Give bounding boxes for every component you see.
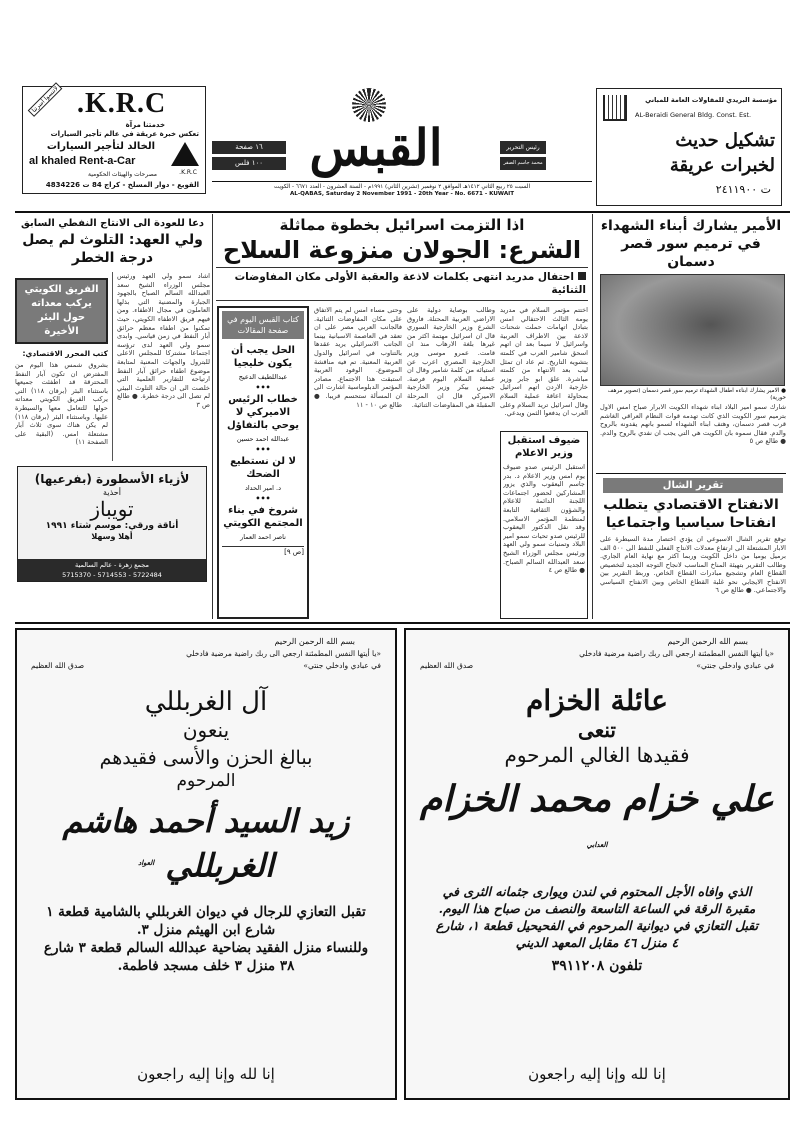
price: ١٠٠ فلس bbox=[212, 157, 286, 170]
krc-line3: مصرحات والهيئات الحكومية bbox=[87, 171, 157, 178]
obituary-closing: إنا لله وإنا إليه راجعون bbox=[528, 1065, 666, 1083]
opinion-author: ناصر احمد العمار bbox=[240, 533, 286, 541]
lost-line: ببالغ الحزن والأسى فقيدهم bbox=[99, 747, 313, 769]
sidebar-text: استقبل الرئيس صدو ضيوف يوم امس وزير الاعلام د. بدر جاسم اليعقوب والذي يزور المشاركين لحضور اجتماعات اللجنة الدائمة للاعلام والشؤون الثقافية التابعة لمنظمة المؤتمر الاسلامي. وقد نقل الدكتور اليعقوب للرئيس صدو تحيات سمو امير البلاد وتمنيات سمو ولي العهد ورئيس مجلس الوزراء الشيخ سعد العبدالله السالم الصباح. ● طالع ص ٤ bbox=[503, 463, 585, 575]
main-subhead-text: احتفال مدريد انتهى بكلمات لاذعة والعقبة الأولى مكان المفاوضات الثنائية bbox=[234, 271, 586, 296]
column-divider bbox=[212, 214, 213, 619]
ostoura-address: مجمع زهرة - عالم السالمية bbox=[75, 561, 149, 569]
news-photo bbox=[600, 274, 785, 386]
ostoura-phones: 5715370 - 5714553 - 5722484 bbox=[62, 571, 162, 579]
krc-logo-label: K.R.C. bbox=[179, 169, 197, 176]
quran-verse-1: «يا أيتها النفس المطمئنة ارجعي الى ربك راضية مرضية فادخلي bbox=[186, 649, 381, 658]
newspaper-logo: القبس bbox=[309, 118, 443, 177]
deceased-name-text: زيد السيد أحمد هاشم الغربللي bbox=[62, 802, 350, 885]
opinion-item bbox=[222, 393, 304, 444]
krc-logo-icon bbox=[171, 142, 199, 166]
opinion-box bbox=[217, 306, 309, 619]
center-col-right bbox=[500, 306, 588, 619]
opinion-title[interactable]: شروخ في بناء المجتمع الكويتي bbox=[223, 505, 303, 529]
main-headline: الشرع: الجولان منزوعة السلاح bbox=[222, 236, 582, 264]
ostoura-brand: تويباز bbox=[90, 497, 134, 521]
krc-title: K.R.C. bbox=[77, 88, 167, 119]
announce: تنعى bbox=[578, 718, 616, 742]
name-note: العدابي bbox=[586, 840, 608, 849]
opinion-page-ref: [ص ٩] bbox=[222, 546, 304, 557]
beraidi-slogan2: لخبرات عريقة bbox=[669, 155, 775, 176]
quran-verse-1: «يا أيتها النفس المطمئنة ارجعي الى ربك راضية مرضية فادخلي bbox=[579, 649, 774, 658]
verse-source: صدق الله العظيم bbox=[31, 661, 85, 670]
krc-ad bbox=[22, 86, 206, 194]
verse-text: في عبادي وادخلي جنتي» bbox=[303, 661, 381, 670]
lost-line-2: المرحوم bbox=[176, 771, 236, 791]
sidebar-box bbox=[500, 431, 588, 619]
right-article-text-2: توقع تقرير الشال الاسبوعي ان يؤدي اختصار مدة السيطرة على الابار المشتعلة الى ارتفاع معدلات الانتاج الفعلي للنفط الى ٥٠٠ الف برميل يوميا من داخل الكويت وربما اكثر مع نهاية العام الجاري. وطالب التقرير بتهيئة المناخ المناسب لانجاح التوجه الجديد لتخصيص القطاع العام وتشجيع مبادرات القطاع الخاص. وربط التقرير بين الانفتاح الايجابي نحو غلبة القطاع الخاص وبين الانفتاح السياسي والاجتماعي. ● طالع ص ٦ bbox=[600, 534, 786, 595]
quran-verse-2 bbox=[17, 660, 395, 672]
deceased-name bbox=[17, 800, 395, 887]
logo-emblem-icon bbox=[352, 88, 386, 122]
obituary-alkhazzam bbox=[404, 628, 790, 1100]
econ-byline: كتب المحرر الاقتصادي: bbox=[22, 349, 108, 358]
obituary-details-men: تقبل التعازي للرجال في ديوان الغربللي بالشامية قطعة ١ شارع ابن الهيثم منزل ٣. bbox=[46, 903, 366, 938]
krc-badge: لاتنسوا أسرتنا bbox=[28, 82, 63, 117]
ostoura-line2: أحذية bbox=[103, 488, 121, 497]
beraidi-ad bbox=[596, 88, 782, 206]
square-bullet-icon bbox=[578, 272, 586, 280]
center-columns bbox=[216, 306, 588, 619]
editor-label: رئيس التحرير bbox=[500, 141, 546, 154]
family-name: آل الغربللي bbox=[144, 687, 268, 717]
obituary-algharabally bbox=[15, 628, 397, 1100]
lost-line: فقيدها الغالي المرحوم bbox=[504, 743, 690, 767]
opinion-author: د. امير الحداد bbox=[244, 484, 282, 492]
right-column bbox=[596, 217, 786, 619]
date-line-english: AL-QABAS, Saturday 2 November 1991 - 20th Year - No. 6671 - KUWAIT bbox=[289, 191, 515, 197]
main-col2: وطالب بوصاية دولية على الاراضي العربية المحتلة. فاروق الشرع وزير الخارجية السوري قال ان اسرائيل مهتمة اكثر من غيرها بلغة الارهاب منذ ان قامت. عمرو موسى وزير الخارجية المصري اعرب عن استيائه من كلمة شامير وقال ان عملية السلام اليوم فرصة. جيمس بيكر وزير الخارجية الاميركي قال ان المرحلة المقبلة هي المفاوضات الثنائية. bbox=[407, 306, 495, 409]
krc-brand-ar: الخالد لتأجير السيارات bbox=[46, 141, 155, 152]
section-rule bbox=[596, 473, 786, 474]
main-kicker: اذا التزمت اسرائيل بخطوة مماثلة bbox=[279, 216, 525, 234]
basmala: بسم الله الرحمن الرحيم bbox=[667, 637, 748, 646]
obituary-closing: إنا لله وإنا إليه راجعون bbox=[137, 1065, 275, 1083]
beraidi-phone: ت ٢٤١١٩٠٠ bbox=[715, 183, 771, 196]
editor-name: محمد جاسم الصقر bbox=[500, 157, 546, 170]
masthead-rule bbox=[15, 211, 790, 213]
center-column bbox=[216, 216, 588, 619]
ostoura-ad bbox=[17, 466, 207, 582]
opinion-item bbox=[222, 344, 304, 382]
krc-brand-en: al khaled Rent-a-Car bbox=[29, 155, 136, 167]
announce: ينعون bbox=[182, 718, 230, 742]
family-name: عائلة الخزام bbox=[525, 684, 668, 717]
ostoura-line3: أناقة ورقي: موسم شتاء ١٩٩١ bbox=[45, 521, 179, 531]
opinion-item bbox=[222, 504, 304, 542]
beraidi-slogan1: تشكيل حديث bbox=[675, 130, 775, 151]
left-sub-column bbox=[15, 272, 108, 461]
date-lines bbox=[212, 181, 592, 198]
separator: ••• bbox=[255, 445, 271, 454]
opinion-item bbox=[222, 455, 304, 493]
quran-verse-2 bbox=[406, 660, 788, 672]
main-col1: اختتم مؤتمر السلام في مدريد يومه الثالث الاحتفالي امس بتبادل اتهامات حملت شحنات لاذعة بين الاطراف العربية واسرائيل لا سيما بعد ان اتهم اسحق شامير العرب في كلمته بتشويه التاريخ. ثم عاد ان تمثل ليب بعد الانتهاء من كلمته مباشرة. علق ابو جابر وزير خارجية الاردن اتهم اسرائيل بمحاولة اعاقة عملية السلام وقال اسرائيل تريد السلام وعلى العرب ان يدفعوا الثمن ويدعي. bbox=[500, 306, 588, 418]
sidebar-title: ضيوف استقبل وزير الاعلام bbox=[507, 435, 581, 459]
obituary-phone: تلفون ٣٩١١٢٠٨ bbox=[551, 958, 643, 974]
opinion-title[interactable]: خطاب الرئيس الاميركي لا يوحي بالتفاؤل bbox=[226, 394, 300, 431]
left-kicker: دعا للعودة الى الانتاج النفطي السابق bbox=[20, 218, 205, 229]
beraidi-name-en: AL-Beraidi General Bldg. Const. Est. bbox=[635, 111, 752, 119]
econ-article-text: بشروق شمس هذا اليوم من المفترض ان تكون آبار النفط المحترقة قد اطفئت جميعها باستثناء البئر (برقان ١١٨) التي يركب الفريق الكويتي معداته حولها للتعامل معها والسيطرة عليها. وباستثناء البئر (برقان ١١٨) لم يكن هناك سوى ثلاث آبار مشتعلة امس. (البقية على الصفحة ١١) bbox=[14, 361, 108, 447]
obituary-details: الذي وافاه الأجل المحتوم في لندن ويوارى جثمانه الثرى في مقبرة الرقة في الساعة التاسعة والنصف من صباح هذا اليوم. تقبل التعازي في ديوانية المرحوم في الفحيحيل قطعة ١، شارع ٤ منزل ٤٦ مقابل المعهد الديني bbox=[435, 884, 759, 950]
photo-caption: ● الامير يشارك ابناءه اطفال الشهداء ترميم سور قصر دسمان (تصوير مرهف حورية) bbox=[607, 388, 786, 401]
column-divider bbox=[592, 214, 593, 619]
krc-line1: خدمتنا مرآة bbox=[125, 121, 165, 129]
separator: ••• bbox=[255, 383, 271, 392]
deceased-name bbox=[406, 776, 788, 871]
date-line-arabic: السبت ٢٥ ربيع الثاني ١٤١٢هـ الموافق ٢ نوفمبر (تشرين الثاني) ١٩٩١م - السنة العشرون - العدد ٦٦٧١ - الكويت bbox=[273, 184, 531, 190]
pages-count: ١٦ صفحة bbox=[212, 141, 286, 154]
ostoura-line1: لأزياء الأسطورة (بفرعيها) bbox=[34, 472, 190, 486]
obituary-details-women: وللنساء منزل الفقيد بضاحية عبدالله السالم قطعة ٣ شارع ٣٨ منزل ٣ خلف مسجد فاطمة. bbox=[43, 939, 369, 974]
column-divider bbox=[112, 272, 113, 461]
right-headline-1: الأمير يشارك أبناء الشهداء bbox=[600, 218, 782, 234]
verse-text: في عبادي وادخلي جنتي» bbox=[696, 661, 774, 670]
krc-address: القويع - دوار المسلخ - كراج 84 ت 4834226 bbox=[45, 181, 199, 189]
beraidi-name-ar: مؤسسة البريدي للمقاولات العامة للمباني bbox=[645, 96, 777, 104]
opinion-title[interactable]: لا لن نستطيع الضحك bbox=[230, 456, 296, 480]
right-article-text: شارك سمو امير البلاد ابناء شهداء الكويت الابرار صباح امس الاول بترميم سور الكويت الذي كانت تهدمه قوات النظام العراقي الغاشم قرب قصر دسمان، وهتف ابناء الشهداء لسمو بانهم يفدونه بالروح والدم. فقال سموه بان الكويت هي التي يجب ان نفدي بالروح والدم. ● طالع ص ٥ bbox=[600, 403, 786, 446]
main-col3: وحتى مساء امس لم يتم الاتفاق على مكان المفاوضات الثنائية. فالجانب العربي مصر على ان تعقد في العاصمة الاسبانية بينما الجانب الاسرائيلي يريد عقدها بالتناوب في اسرائيل والدول العربية المعنية. تم فيه مناقشة الموضوع. الوفود العربية استبقت هذا الاجتماع. مصادر المؤتمر الدبلوماسية اشارت الى ان المسألة ستحسم قريبا. ● طالع ص ١٠ - ١١ bbox=[314, 306, 402, 409]
left-article-text: اشاد سمو ولي العهد ورئيس مجلس الوزراء الشيخ سعد العبدالله السالم الصباح بالجهود الجبارة والمضنية التي بذلها العاملون في مجال الاطفاء. ومن فيهم فريق الاطفاء الكويتي، حيث تمكنوا من اطفاء معظم حرائق آبار النفط في زمن قياسي. وابدى سمو ولي العهد لدى ترؤسه اجتماعا مشتركا للمجلس الاعلى للبترول والجهات المعنية لمتابعة موضوع اطفاء حرائق آبار النفط ارتياحه للتقارير العلمية التي خلصت الى ان حالة التلوث البيئي لم تصل الى درجة خطرة. ● طالع ص ٣ bbox=[116, 272, 210, 409]
opinion-header: كتاب القبس اليوم في صفحة المقالات bbox=[222, 311, 304, 339]
opinion-author: عبداللطيف الدعيج bbox=[238, 373, 288, 381]
basmala: بسم الله الرحمن الرحيم bbox=[274, 637, 355, 646]
ostoura-footer bbox=[18, 559, 206, 581]
section-bar: تقرير الشال bbox=[603, 478, 783, 493]
name-note: العواد bbox=[138, 858, 155, 867]
verse-source: صدق الله العظيم bbox=[420, 661, 474, 670]
main-subhead bbox=[216, 267, 588, 301]
ostoura-line4: أهلا وسهلا bbox=[91, 532, 133, 541]
right-headline-2: في ترميم سور قصر دسمان bbox=[621, 236, 761, 270]
separator: ••• bbox=[255, 494, 271, 503]
section-divider bbox=[15, 622, 790, 624]
building-icon bbox=[603, 95, 627, 121]
left-story-body bbox=[15, 272, 210, 461]
left-boxed-headline: الفريق الكويتي يركب معداته حول البئر الأخيرة bbox=[15, 278, 108, 344]
left-headline: ولي العهد: التلوث لم يصل درجة الخطر bbox=[22, 232, 203, 266]
opinion-title[interactable]: الحل يجب أن يكون خليجيا bbox=[231, 345, 295, 369]
opinion-author: عبدالله احمد حسين bbox=[236, 435, 290, 443]
deceased-name-text: علي خزام محمد الخزام bbox=[419, 778, 774, 820]
krc-line2: تعكس خبرة عريقة في عالم تأجير السيارات bbox=[50, 130, 199, 138]
left-column bbox=[15, 217, 210, 461]
right-headline-3: الانفتاح الاقتصادي يتطلب انفتاحا سياسيا واجتماعيا bbox=[603, 496, 779, 531]
